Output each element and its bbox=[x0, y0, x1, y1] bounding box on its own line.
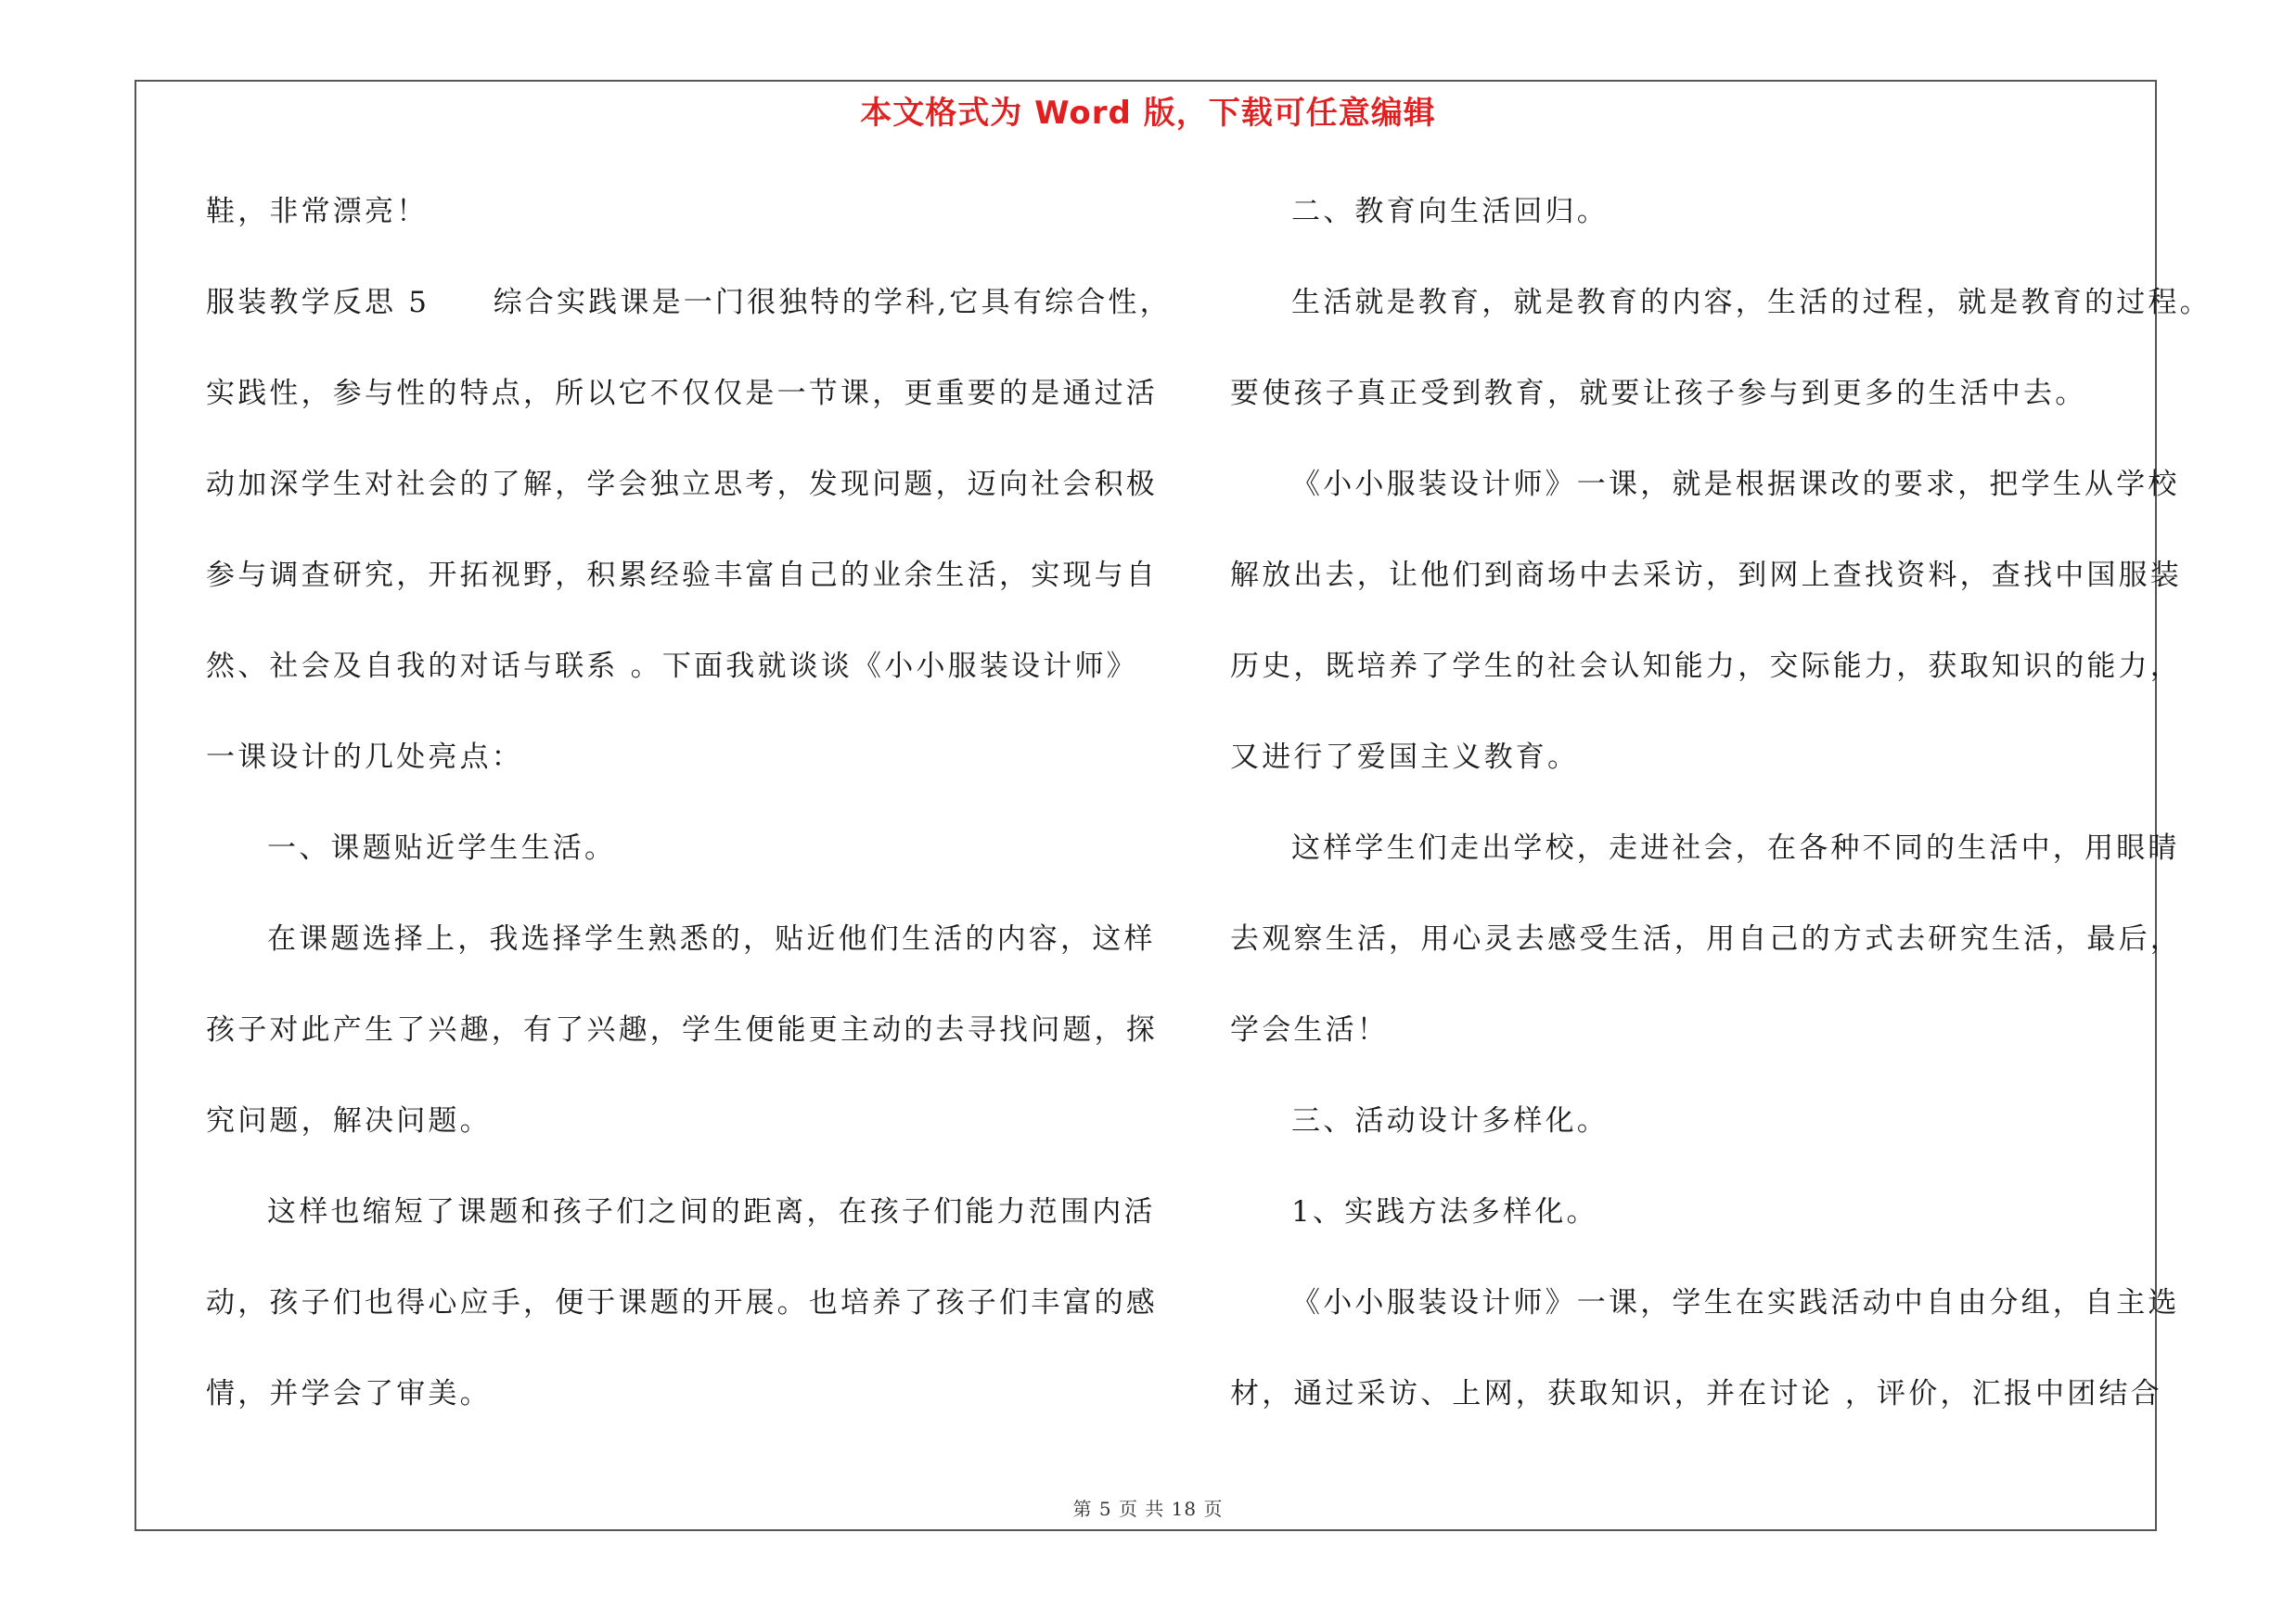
text-line: 学会生活！ bbox=[1230, 1013, 1389, 1047]
text-line: 动加深学生对社会的了解，学会独立思考，发现问题，迈向社会积极 bbox=[206, 468, 1158, 501]
page-number: 第 5 页 共 18 页 bbox=[1072, 1498, 1224, 1520]
text-line: 《小小服装设计师》一课，就是根据课改的要求，把学生从学校 bbox=[1291, 468, 2180, 501]
text-line: 服装教学反思 5 综合实践课是一门很独特的学科,它具有综合性， bbox=[206, 286, 1172, 319]
text-line: 然、社会及自我的对话与联系 。下面我就谈谈《小小服装设计师》 bbox=[206, 650, 1138, 683]
text-line: 《小小服装设计师》一课，学生在实践活动中自由分组，自主选 bbox=[1291, 1286, 2180, 1320]
text-line: 解放出去，让他们到商场中去采访，到网上查找资料，查找中国服装 bbox=[1230, 559, 2182, 592]
text-line: 二、教育向生活回归。 bbox=[1291, 195, 1609, 228]
text-line: 要使孩子真正受到教育，就要让孩子参与到更多的生活中去。 bbox=[1230, 377, 2087, 410]
text-line: 三、活动设计多样化。 bbox=[1291, 1104, 1609, 1138]
text-line: 一、课题贴近学生生活。 bbox=[267, 831, 617, 865]
text-line: 鞋，非常漂亮！ bbox=[206, 195, 429, 228]
text-line: 一课设计的几处亮点： bbox=[206, 741, 523, 774]
right-column bbox=[1230, 181, 2212, 1454]
text-line: 这样学生们走出学校，走进社会，在各种不同的生活中，用眼睛 bbox=[1291, 831, 2180, 865]
format-banner: 本文格式为 Word 版，下载可任意编辑 bbox=[860, 95, 1436, 132]
left-column bbox=[206, 181, 1172, 1454]
text-line: 生活就是教育，就是教育的内容，生活的过程，就是教育的过程。 bbox=[1291, 286, 2212, 319]
text-line: 历史，既培养了学生的社会认知能力，交际能力，获取知识的能力， bbox=[1230, 650, 2182, 683]
text-line: 参与调查研究，开拓视野，积累经验丰富自己的业余生活，实现与自 bbox=[206, 559, 1158, 592]
text-line: 孩子对此产生了兴趣，有了兴趣，学生便能更主动的去寻找问题，探 bbox=[206, 1013, 1158, 1047]
text-line: 实践性，参与性的特点，所以它不仅仅是一节课，更重要的是通过活 bbox=[206, 377, 1158, 410]
text-line: 去观察生活，用心灵去感受生活，用自己的方式去研究生活，最后， bbox=[1230, 922, 2182, 956]
text-line: 情，并学会了审美。 bbox=[206, 1377, 492, 1410]
text-line: 材，通过采访、上网，获取知识，并在讨论 ，评价，汇报中团结合 bbox=[1230, 1377, 2162, 1410]
text-line: 又进行了爱国主义教育。 bbox=[1230, 741, 1580, 774]
text-line: 这样也缩短了课题和孩子们之间的距离，在孩子们能力范围内活 bbox=[267, 1195, 1156, 1229]
text-line: 在课题选择上，我选择学生熟悉的，贴近他们生活的内容，这样 bbox=[267, 922, 1156, 956]
text-line: 究问题，解决问题。 bbox=[206, 1104, 492, 1138]
text-line: 动，孩子们也得心应手，便于课题的开展。也培养了孩子们丰富的感 bbox=[206, 1286, 1158, 1320]
text-line: 1、实践方法多样化。 bbox=[1291, 1195, 1598, 1229]
